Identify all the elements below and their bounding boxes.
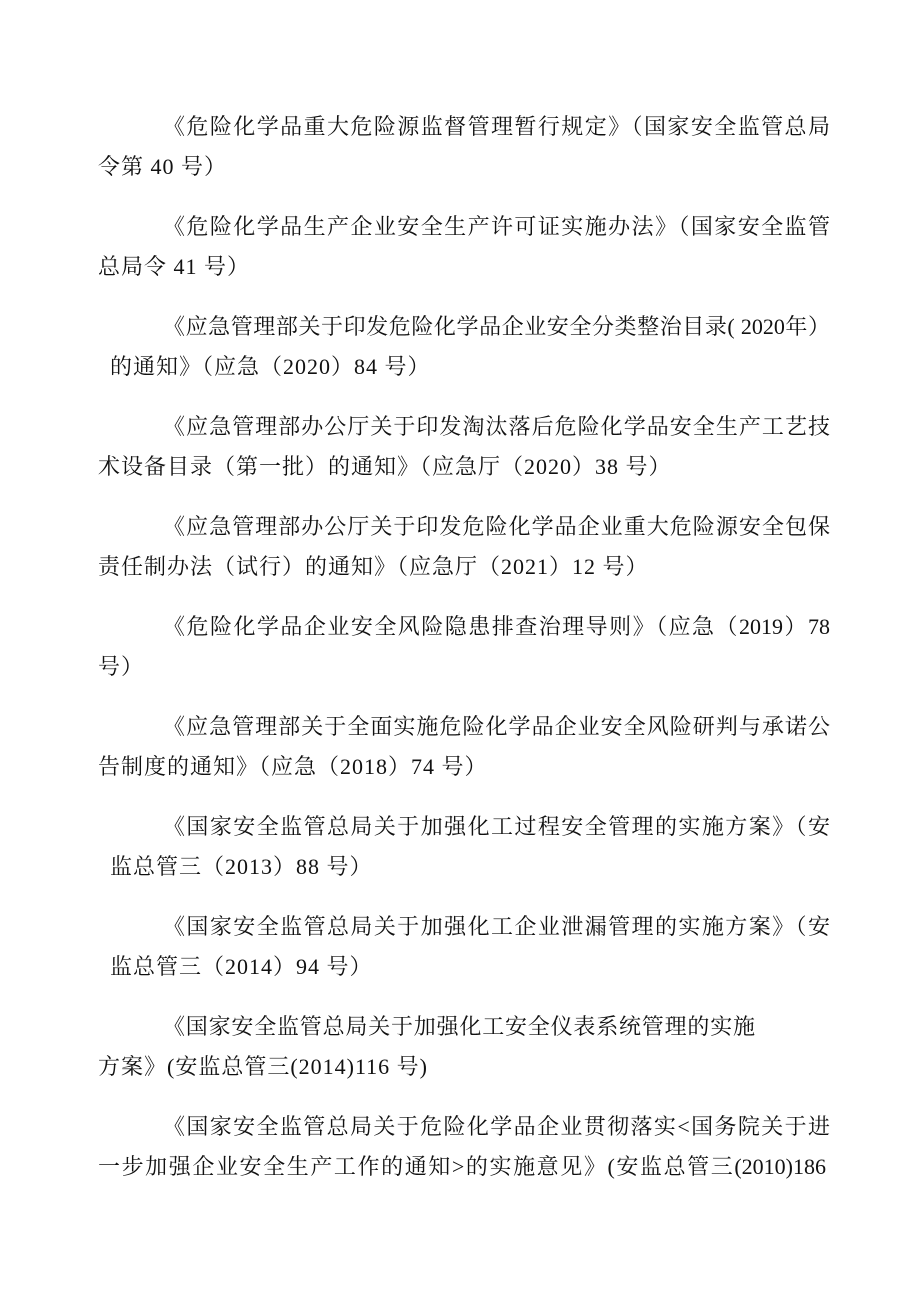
reference-line-first: 《国家安全监管总局关于加强化工过程安全管理的实施方案》（安 xyxy=(163,814,830,839)
reference-line-first: 《危险化学品企业安全风险隐患排查治理导则》（应急（2019）78 xyxy=(163,614,830,639)
reference-line-second: 的通知》（应急（2020）84 号） xyxy=(110,354,431,379)
reference-line-second: 总局令 41 号） xyxy=(98,254,251,279)
reference-line-first: 《国家安全监管总局关于加强化工企业泄漏管理的实施方案》（安 xyxy=(163,914,830,939)
regulation-reference-list xyxy=(98,107,830,1207)
reference-item xyxy=(98,807,830,887)
reference-line-second: 一步加强企业安全生产工作的通知>的实施意见》(安监总管三(2010)186 xyxy=(98,1154,826,1179)
reference-item xyxy=(98,707,830,787)
reference-line-second: 监总管三（2014）94 号） xyxy=(110,954,373,979)
reference-item xyxy=(98,1007,830,1087)
reference-line-second: 责任制办法（试行）的通知》（应急厅（2021）12 号） xyxy=(98,554,649,579)
reference-line-second: 号） xyxy=(98,654,145,679)
reference-line-first: 《国家安全监管总局关于危险化学品企业贯彻落实<国务院关于进 xyxy=(163,1114,830,1139)
reference-item xyxy=(98,907,830,987)
reference-line-first: 《应急管理部关于印发危险化学品企业安全分类整治目录( 2020年） xyxy=(163,314,830,339)
reference-item xyxy=(98,207,830,287)
reference-line-second: 术设备目录（第一批）的通知》（应急厅（2020）38 号） xyxy=(98,454,672,479)
reference-line-first: 《危险化学品重大危险源监督管理暂行规定》（国家安全监管总局 xyxy=(163,114,830,139)
reference-line-first: 《应急管理部办公厅关于印发危险化学品企业重大危险源安全包保 xyxy=(163,514,830,539)
reference-line-first: 《危险化学品生产企业安全生产许可证实施办法》（国家安全监管 xyxy=(163,214,830,239)
reference-line-second: 告制度的通知》（应急（2018）74 号） xyxy=(98,754,488,779)
reference-line-first: 《应急管理部办公厅关于印发淘汰落后危险化学品安全生产工艺技 xyxy=(163,414,830,439)
reference-line-second: 令第 40 号） xyxy=(98,154,228,179)
reference-line-first: 《应急管理部关于全面实施危险化学品企业安全风险研判与承诺公 xyxy=(163,714,830,739)
reference-item xyxy=(98,1107,830,1187)
reference-item xyxy=(98,307,830,387)
reference-item xyxy=(98,507,830,587)
reference-line-first: 《国家安全监管总局关于加强化工安全仪表系统管理的实施 xyxy=(163,1014,756,1039)
reference-line-second: 监总管三（2013）88 号） xyxy=(110,854,373,879)
reference-item xyxy=(98,407,830,487)
reference-item xyxy=(98,107,830,187)
reference-line-second: 方案》(安监总管三(2014)116 号) xyxy=(98,1054,428,1079)
reference-item xyxy=(98,607,830,687)
